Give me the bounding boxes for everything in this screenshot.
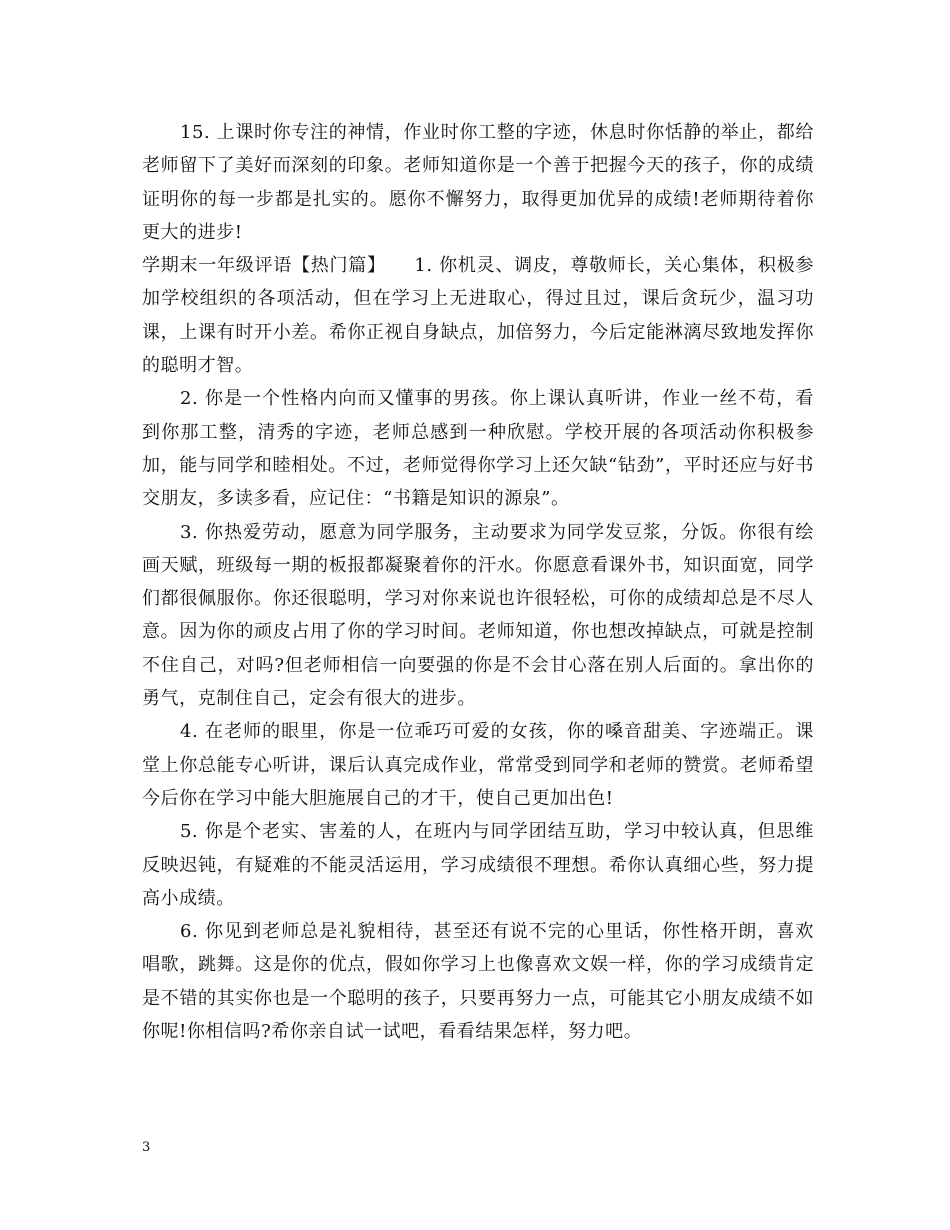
paragraph-5: 5. 你是个老实、害羞的人，在班内与同学团结互助，学习中较认真，但思维反映迟钝，有疑难的不能灵活运用，学习成绩很不理想。希你认真细心些，努力提高小成绩。 [142,821,814,909]
paragraph-3: 3. 你热爱劳动，愿意为同学服务，主动要求为同学发豆浆，分饭。你很有绘画天赋，班级每一期的板报都凝聚着你的汗水。你愿意看课外书，知识面宽，同学们都很佩服你。你还很聪明，学习对你来说也许很轻松，可你的成绩却总是不尽人意。因为你的顽皮占用了你的学习时间。老师知道，你也想改掉缺点，可就是控制不住自己，对吗?但老师相信一向要强的你是不会甘心落在别人后面的。拿出你的勇气，克制住自己，定会有很大的进步。 [142,521,814,710]
document-body [142,116,814,1048]
paragraph-2: 2. 你是一个性格内向而又懂事的男孩。你上课认真听讲，作业一丝不苟，看到你那工整，清秀的字迹，老师总感到一种欣慰。学校开展的各项活动你积极参加，能与同学和睦相处。不过，老师觉得你学习上还欠缺“钻劲”，平时还应与好书交朋友，多读多看，应记住：“书籍是知识的源泉”。 [142,388,814,510]
paragraph-4: 4. 在老师的眼里，你是一位乖巧可爱的女孩，你的嗓音甜美、字迹端正。课堂上你总能专心听讲，课后认真完成作业，常常受到同学和老师的赞赏。老师希望今后你在学习中能大胆施展自己的才干，使自己更加出色! [142,721,814,809]
page-number: 3 [142,1140,151,1155]
paragraph-15: 15. 上课时你专注的神情，作业时你工整的字迹，休息时你恬静的举止，都给老师留下了美好而深刻的印象。老师知道你是一个善于把握今天的孩子，你的成绩证明你的每一步都是扎实的。愿你不懈努力，取得更加优异的成绩!老师期待着你更大的进步! [142,122,814,243]
paragraph-heading-item-1: 学期末一年级评语【热门篇】 1. 你机灵、调皮，尊敬师长，关心集体，积极参加学校组织的各项活动，但在学习上无进取心，得过且过，课后贪玩少，温习功课，上课有时开小差。希你正视自身缺点，加倍努力，今后定能淋漓尽致地发挥你的聪明才智。 [142,255,814,377]
paragraph-6: 6. 你见到老师总是礼貌相待，甚至还有说不完的心里话，你性格开朗，喜欢唱歌，跳舞。这是你的优点，假如你学习上也像喜欢文娱一样，你的学习成绩肯定是不错的其实你也是一个聪明的孩子，只要再努力一点，可能其它小朋友成绩不如你呢!你相信吗?希你亲自试一试吧，看看结果怎样，努力吧。 [142,921,814,1043]
